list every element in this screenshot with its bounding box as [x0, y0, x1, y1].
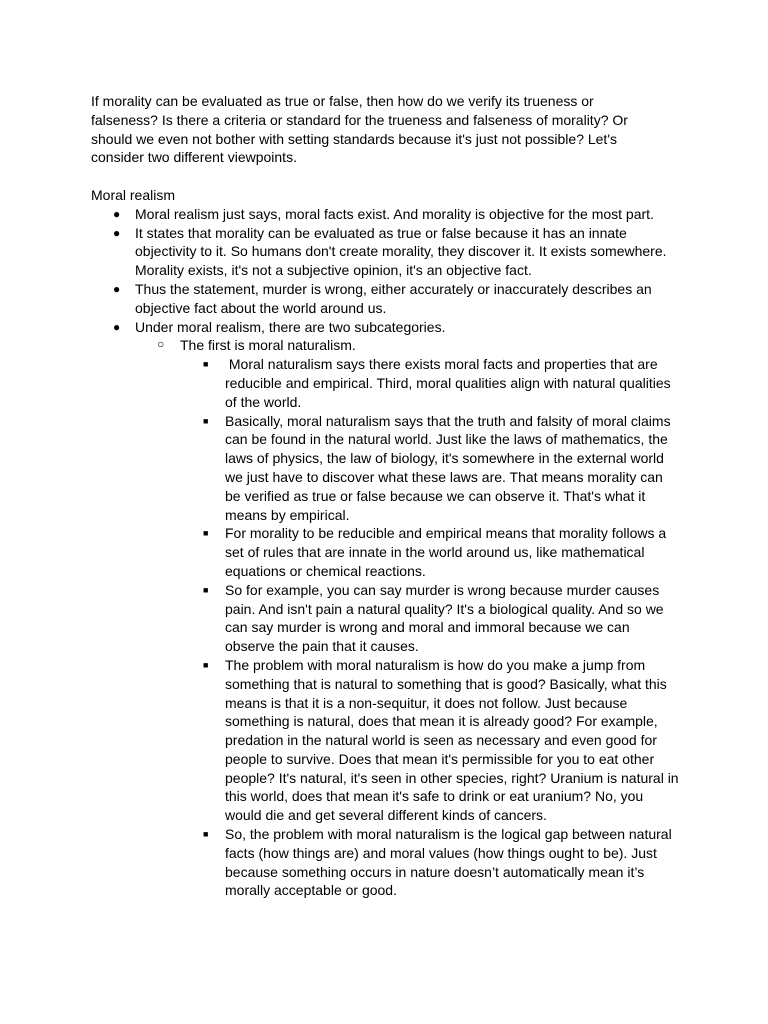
list-item [91, 318, 685, 901]
bullet-marker: ● [113, 319, 121, 334]
intro-paragraph: If morality can be evaluated as true or false, then how do we verify its trueness or falseness? Is there a criteria or standard for the trueness and falseness of morality? Or should we even not bother with setting standards because it's just not possible? Let's consider two different viewpoints. [91, 93, 628, 166]
square-bullet-marker: ■ [203, 584, 209, 595]
bullet-marker: ● [113, 225, 121, 240]
section-heading: Moral realism [91, 186, 176, 203]
sub-bullet-marker: ○ [157, 337, 165, 352]
list-item-text: Thus the statement, murder is wrong, either accurately or inaccurately describes an objective fact about the world around us. [135, 280, 652, 316]
square-bullet-marker: ■ [203, 659, 209, 670]
square-bullet-marker: ■ [203, 415, 209, 426]
sub-list-item [135, 336, 685, 900]
list-item [91, 224, 685, 280]
square-bullet-marker: ■ [203, 829, 209, 840]
sub-sub-list-item [180, 524, 680, 580]
sub-sub-list-item [180, 656, 680, 825]
sub-sub-list-item-text: The problem with moral naturalism is how do you make a jump from something that is natural to something that is good? Basically, what this means is that it is a non-sequitur, it does not follow. Just because something is natural, does that mean it is already good? For example, predation in the natural world is seen as necessary and even good for people to survive. Does that mean it's permissible for you to eat other people? It's natural, it's seen in other species, right? Uranium is natural in this world, does that mean it's safe to drink or eat uranium? No, you would die and get several different kinds of cancers. [225, 656, 679, 824]
sub-sub-list-item-text: Moral naturalism says there exists moral facts and properties that are reducible and empirical. Third, moral qualities align with natural qualities of the world. [225, 356, 675, 410]
list-item-text: Moral realism just says, moral facts exist. And morality is objective for the most part. [135, 205, 654, 222]
sub-sub-list-item-text: Basically, moral naturalism says that the truth and falsity of moral claims can be found in the natural world. Just like the laws of mathematics, the laws of physics, the law of biology, it's somewhere in the external world we just have to discover what these laws are. That means morality can be verified as true or false because we can observe it. That's what it means by empirical. [225, 412, 671, 523]
sub-list-item-text: The first is moral naturalism. [180, 337, 356, 354]
sub-sub-bullet-list [180, 355, 685, 900]
list-item-text: Under moral realism, there are two subcategories. [135, 318, 446, 335]
bullet-marker: ● [113, 281, 121, 296]
list-item-text: It states that morality can be evaluated as true or false because it has an innate objectivity to it. So humans don't create morality, they discover it. It exists somewhere. Morality exists, it's not a subjective opinion, it's an objective fact. [135, 224, 667, 279]
sub-sub-list-item [180, 825, 680, 900]
document-page [91, 92, 691, 900]
bullet-list [91, 205, 691, 900]
bullet-marker: ● [113, 206, 121, 221]
sub-sub-list-item [180, 355, 680, 411]
sub-sub-list-item [180, 412, 680, 525]
sub-sub-list-item-text: So, the problem with moral naturalism is the logical gap between natural facts (how things are) and moral values (how things ought to be). Just because something occurs in nature doesn’t automatically mean it’s morally acceptable or good. [225, 826, 672, 899]
list-item [91, 205, 685, 224]
sub-bullet-list [135, 336, 685, 900]
sub-sub-list-item [180, 581, 680, 656]
square-bullet-marker: ■ [203, 359, 209, 370]
list-item [91, 280, 685, 318]
square-bullet-marker: ■ [203, 528, 209, 539]
sub-sub-list-item-text: For morality to be reducible and empirical means that morality follows a set of rules that are innate in the world around us, like mathematical equations or chemical reactions. [225, 525, 667, 579]
sub-sub-list-item-text: So for example, you can say murder is wrong because murder causes pain. And isn't pain a natural quality? It's a biological quality. And so we can say murder is wrong and moral and immoral because we can observe the pain that it causes. [225, 581, 664, 655]
